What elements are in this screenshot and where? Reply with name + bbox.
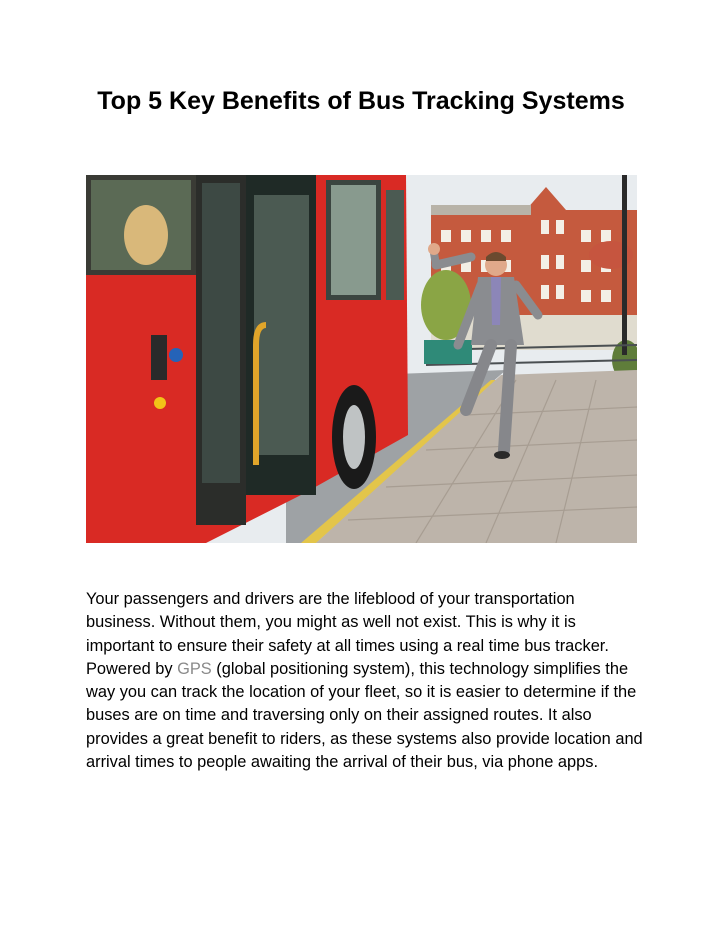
page-title: Top 5 Key Benefits of Bus Tracking Systems [97, 87, 625, 115]
paragraph-text-before-link: Your passengers and drivers are the lifeblood of your transportation business. Without them, you might as well not exist. This is why it is important to ensure their safety at all times using a real time bus tracker. Powered by [86, 590, 609, 678]
bus-photo [86, 175, 637, 543]
paragraph-text-after-link: (global positioning system), this technology simplifies the way you can track the location of your fleet, so it is easier to determine if the buses are on time and traversing only on their assigned routes. It also provides a great benefit to riders, as these systems also provide location and arrival times to people awaiting the arrival of their bus, via phone apps. [86, 659, 643, 772]
gps-link[interactable]: GPS [177, 659, 212, 678]
body-paragraph [86, 588, 646, 774]
